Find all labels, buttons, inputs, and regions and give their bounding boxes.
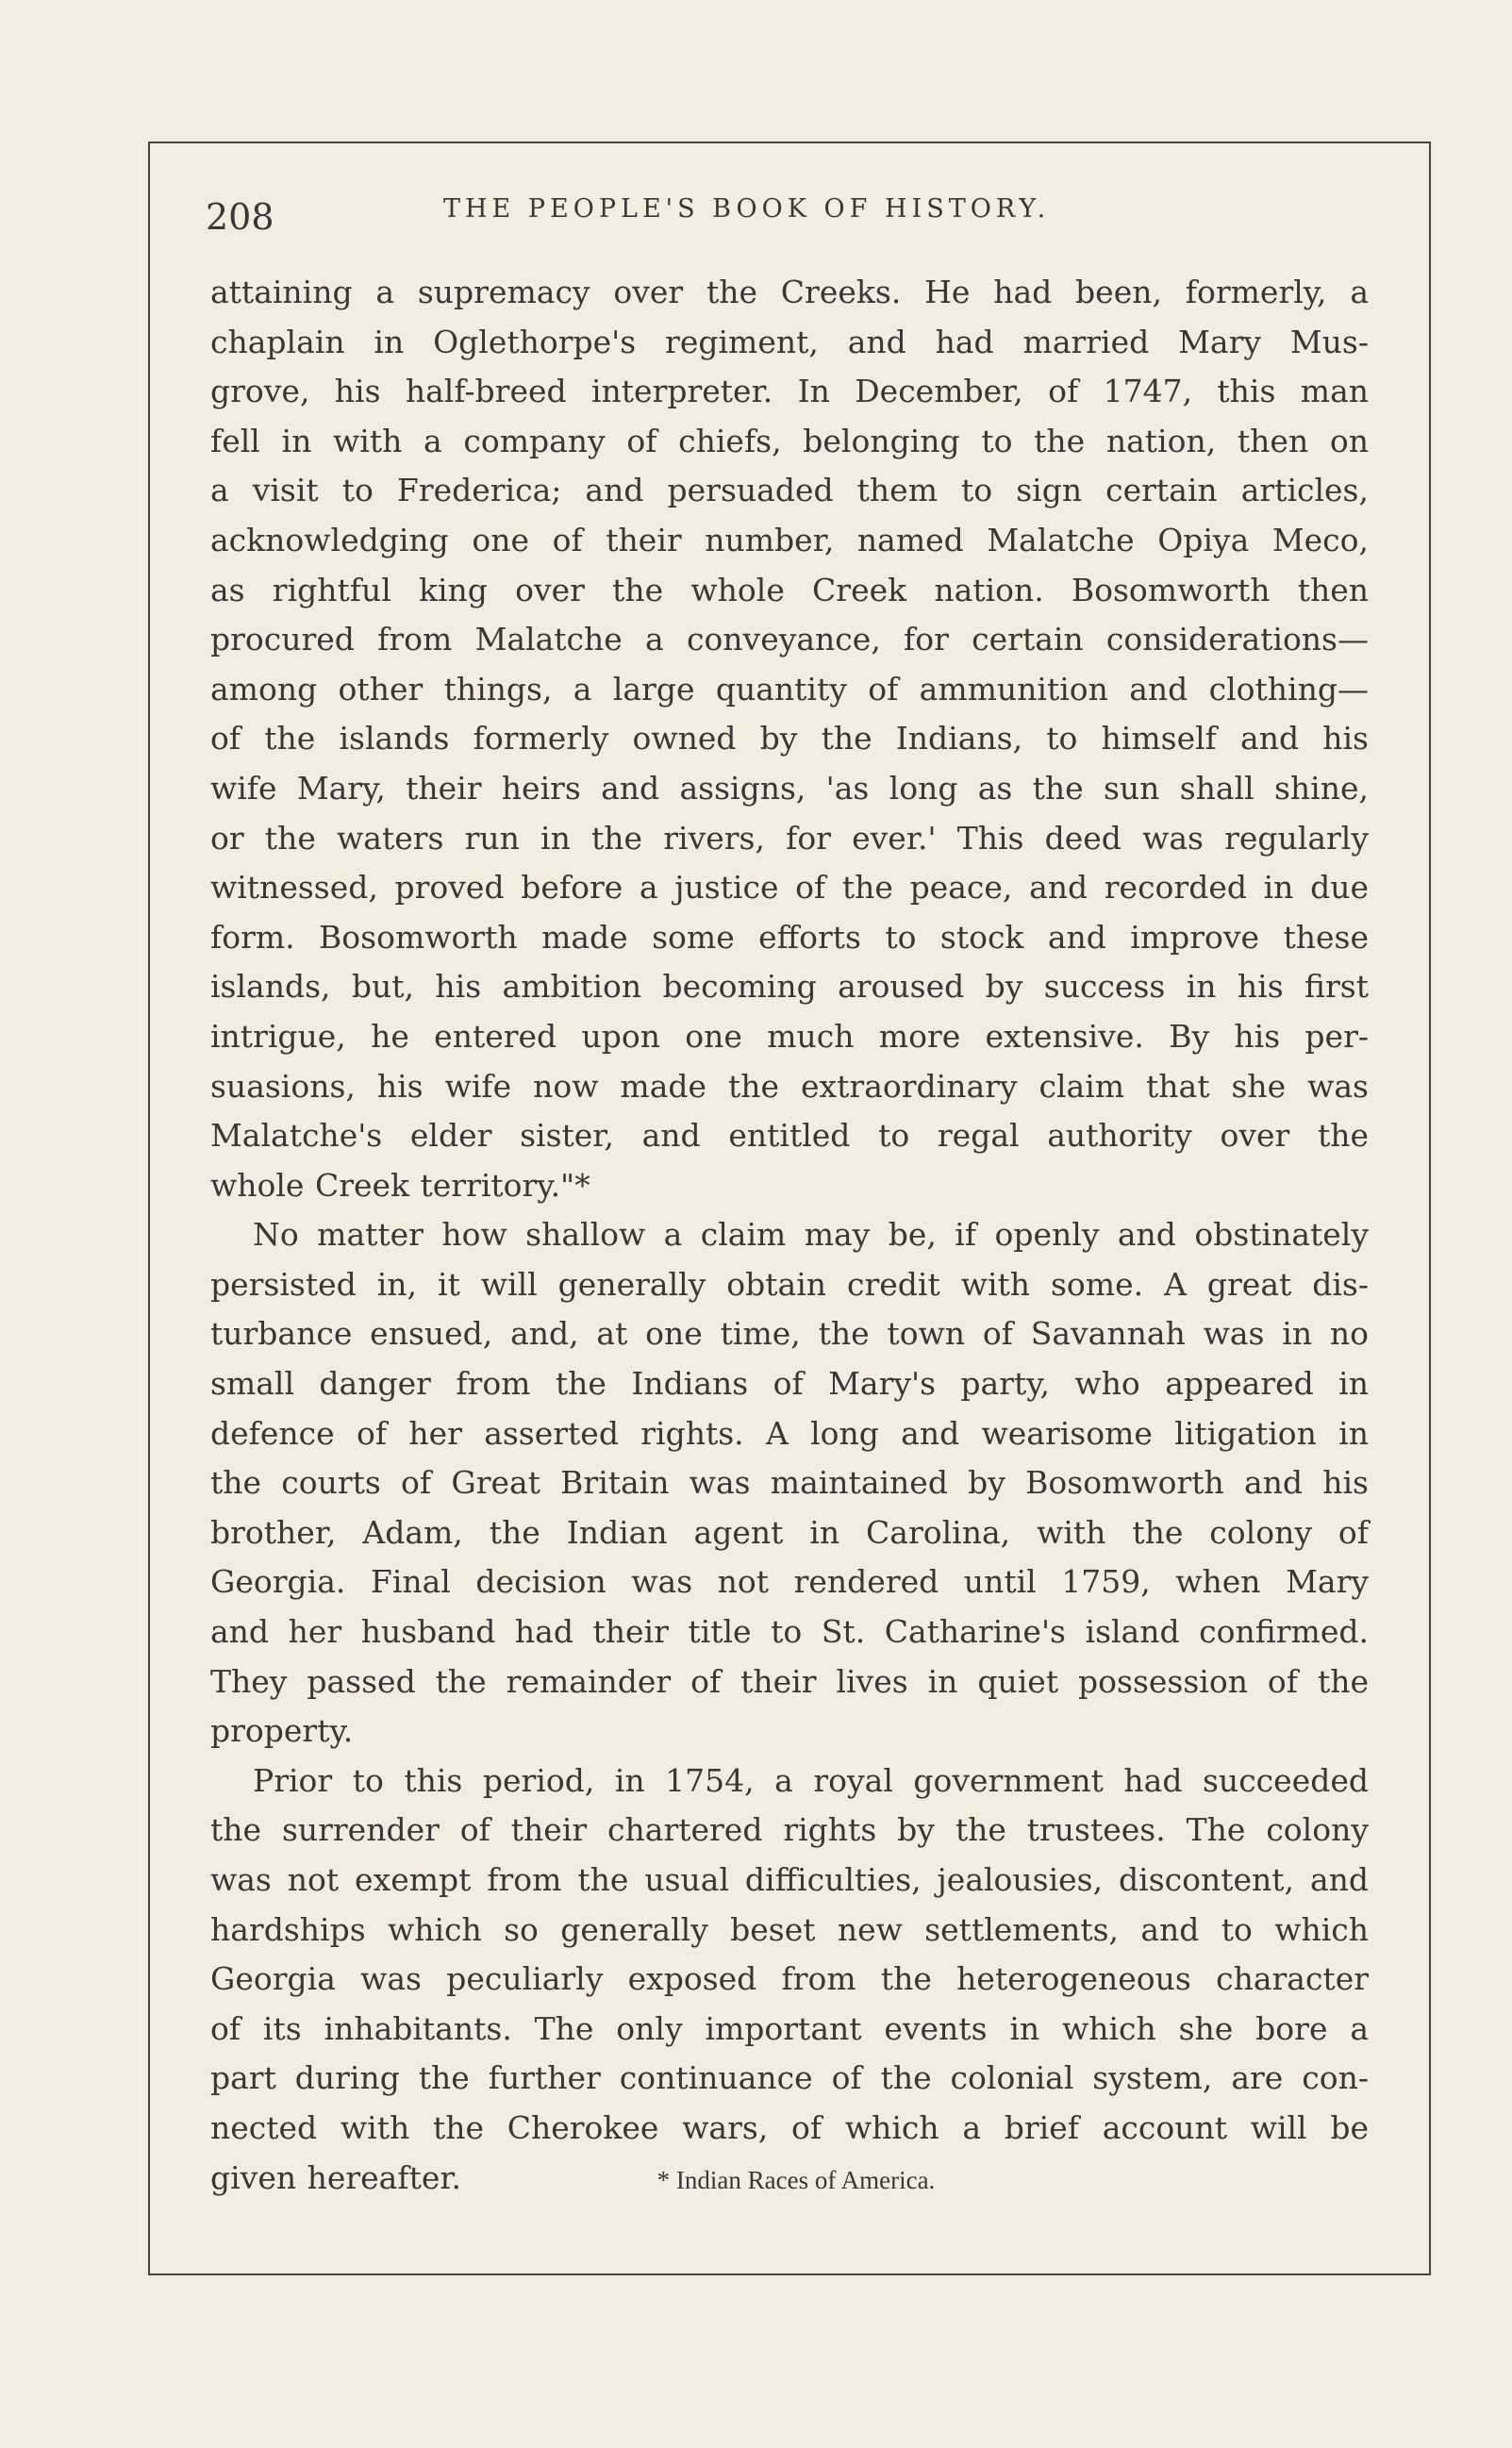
page-number: 208 (206, 196, 274, 238)
text-line: fell in with a company of chiefs, belonging to the nation, then on (210, 422, 1369, 459)
text-line: nected with the Cherokee wars, of which a brief account will be (210, 2108, 1369, 2146)
text-line: or the waters run in the rivers, for ever.' This deed was regularly (210, 819, 1369, 857)
text-line: attaining a supremacy over the Creeks. He had been, formerly, a (210, 274, 1369, 310)
text-line: Georgia was peculiarly exposed from the heterogeneous character (210, 1960, 1369, 1998)
footnote: * Indian Races of America. (656, 2166, 936, 2194)
text-line: whole Creek territory."* (210, 1166, 590, 1204)
text-line: islands, but, his ambition becoming aroused by success in his first (210, 968, 1369, 1006)
text-line: They passed the remainder of their lives in quiet possession of the (210, 1662, 1369, 1700)
text-line: among other things, a large quantity of ammunition and clothing— (210, 670, 1369, 708)
text-line: of the islands formerly owned by the Indians, to himself and his (210, 720, 1369, 758)
text-line: chaplain in Oglethorpe's regiment, and had married Mary Mus- (210, 323, 1369, 360)
text-line: given hereafter. (210, 2158, 461, 2196)
text-line: a visit to Frederica; and persuaded them to sign certain articles, (210, 472, 1369, 509)
text-line: the surrender of their chartered rights by the trustees. The colony (210, 1811, 1369, 1849)
text-line: brother, Adam, the Indian agent in Carolina, with the colony of (210, 1513, 1369, 1551)
text-line: and her husband had their title to St. Catharine's island confirmed. (210, 1613, 1369, 1651)
text-line: part during the further continuance of the colonial system, are con- (210, 2059, 1369, 2097)
text-line: was not exempt from the usual difficulties, jealousies, discontent, and (210, 1861, 1369, 1898)
text-line: persisted in, it will generally obtain credit with some. A great dis- (210, 1265, 1369, 1303)
text-line: of its inhabitants. The only important events in which she bore a (210, 2009, 1369, 2047)
text-line: No matter how shallow a claim may be, if openly and obstinately (253, 1216, 1369, 1254)
text-line: procured from Malatche a conveyance, for certain considerations— (210, 621, 1369, 658)
text-line: grove, his half-breed interpreter. In December, of 1747, this man (210, 373, 1369, 410)
text-line: Malatche's elder sister, and entitled to regal authority over the (210, 1117, 1369, 1155)
text-line: the courts of Great Britain was maintained by Bosomworth and his (210, 1464, 1369, 1502)
text-line: small danger from the Indians of Mary's party, who appeared in (210, 1365, 1369, 1403)
text-line: witnessed, proved before a justice of the peace, and recorded in due (210, 869, 1369, 907)
text-line: as rightful king over the whole Creek nation. Bosomworth then (210, 571, 1369, 608)
text-line: hardships which so generally beset new settlements, and to which (210, 1910, 1369, 1948)
running-title: THE PEOPLE'S BOOK OF HISTORY. (443, 194, 1051, 224)
text-line: acknowledging one of their number, named Malatche Opiya Meco, (210, 521, 1369, 558)
text-line: Georgia. Final decision was not rendered until 1759, when Mary (210, 1563, 1369, 1601)
text-line: wife Mary, their heirs and assigns, 'as long as the sun shall shine, (210, 769, 1369, 807)
body-text (210, 268, 1369, 2203)
text-line: turbance ensued, and, at one time, the town of Savannah was in no (210, 1315, 1369, 1353)
text-line: Prior to this period, in 1754, a royal government had succeeded (253, 1761, 1369, 1799)
text-line: form. Bosomworth made some efforts to stock and improve these (210, 918, 1369, 956)
text-line: suasions, his wife now made the extraordinary claim that she was (210, 1067, 1369, 1105)
text-line: intrigue, he entered upon one much more extensive. By his per- (210, 1017, 1369, 1055)
text-line: defence of her asserted rights. A long and wearisome litigation in (210, 1414, 1369, 1452)
text-line: property. (210, 1712, 354, 1750)
